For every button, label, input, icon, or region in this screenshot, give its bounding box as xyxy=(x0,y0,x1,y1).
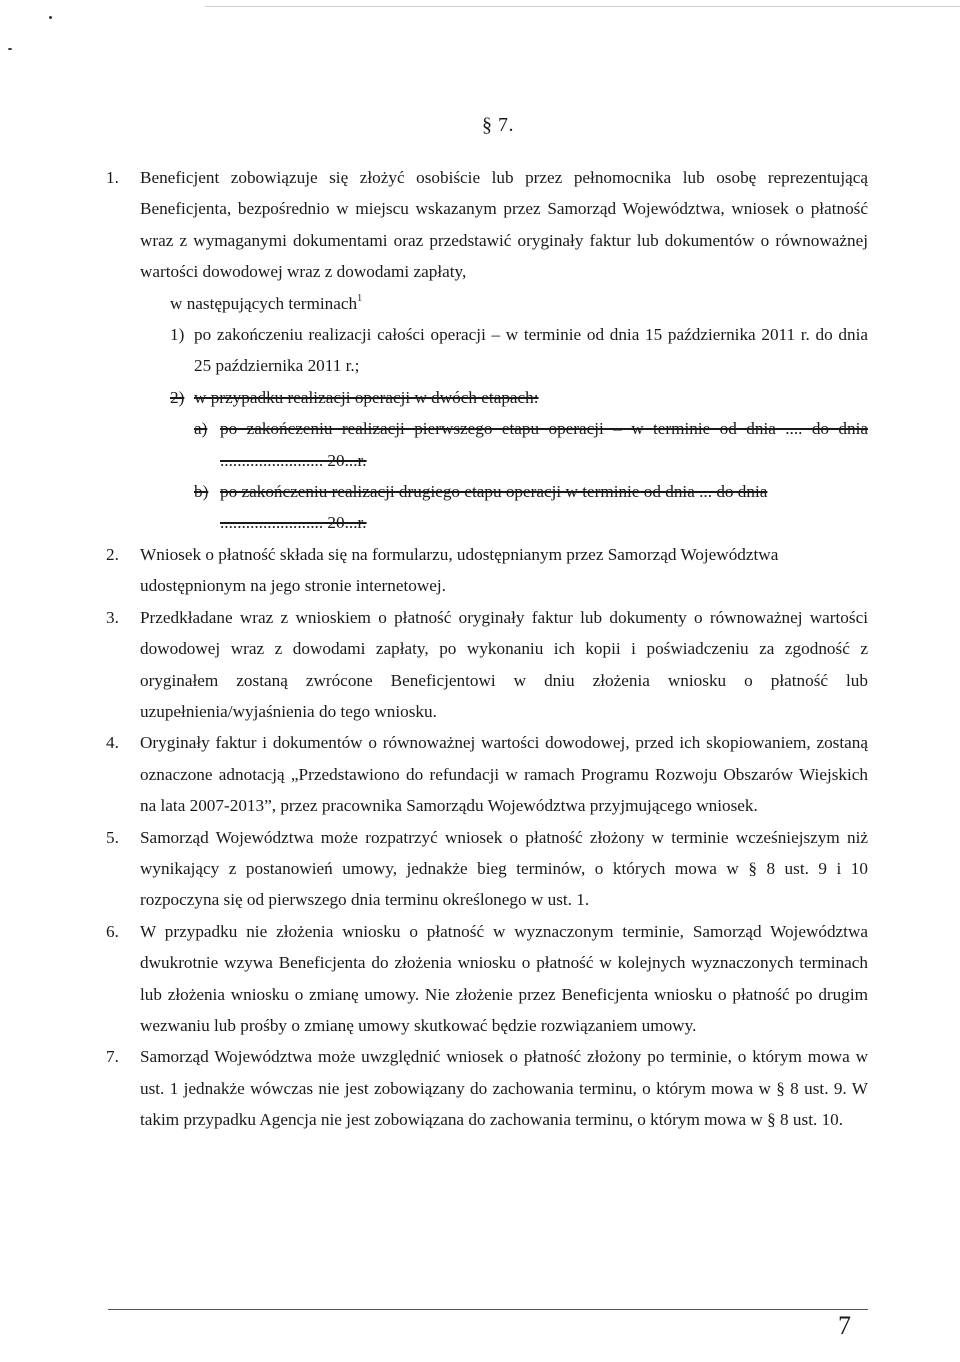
item-text: Wniosek o płatność składa się na formularzu, udostępnianym przez Samorząd Województwa udostępnionym na jego stronie internetowej. xyxy=(140,544,779,596)
sub-item-text: po zakończeniu realizacji pierwszego etapu operacji – w terminie od dnia .... do dnia ........................ 20...r. xyxy=(220,419,868,470)
sub-item-letter: a) xyxy=(194,419,208,439)
sub-item-number: 2) xyxy=(170,387,185,407)
item-text: Samorząd Województwa może rozpatrzyć wniosek o płatność złożony w terminie wcześniejszym niż wynikający z postanowień umowy, jednakże bieg terminów, o których mowa w § 8 ust. 9 i 10 rozpoczyna się od pierwszego dnia terminu określonego w ust. 1. xyxy=(140,827,868,910)
section-heading: § 7. xyxy=(482,114,514,136)
item-number: 2. xyxy=(106,544,119,564)
footnote-mark: 1 xyxy=(357,292,363,304)
sub-item-text: po zakończeniu realizacji całości operacji – w terminie od dnia 15 października 2011 r. do dnia 25 października 2011 r.; xyxy=(194,325,868,376)
sub-item-2b-continuation: ........................ 20...r. xyxy=(220,513,367,533)
sub-item-1 xyxy=(140,319,868,382)
item-number: 3. xyxy=(106,607,119,627)
list-item-3 xyxy=(106,602,868,728)
sub-item-number: 1) xyxy=(170,325,185,345)
list-item-2 xyxy=(106,539,868,602)
item-text: W przypadku nie złożenia wniosku o płatność w wyznaczonym terminie, Samorząd Województwa dwukrotnie wzywa Beneficjenta do złożenia wniosku o płatność w kolejnych wyznaczonych terminach lub złożenia wniosku o zmianę umowy. Nie złożenie przez Beneficjenta wniosku o płatność po drugim wezwaniu lub prośby o zmianę umowy skutkować będzie rozwiązaniem umowy. xyxy=(140,921,868,1035)
item-number: 5. xyxy=(106,827,119,847)
sub-item-2-struck xyxy=(140,382,868,413)
scan-speck xyxy=(8,48,12,50)
sub-item-text: po zakończeniu realizacji drugiego etapu operacji w terminie od dnia ... do dnia xyxy=(220,482,768,502)
terms-intro: w następujących terminach$^1$ xyxy=(170,292,363,313)
item-text: Oryginały faktur i dokumentów o równoważnej wartości dowodowej, przed ich skopiowaniem, zostaną oznaczone adnotacją „Przedstawiono do refundacji w ramach Programu Rozwoju Obszarów Wiejskich na lata 2007-2013”, przez pracownika Samorządu Województwa przyjmującego wniosek. xyxy=(140,733,868,816)
scan-speck xyxy=(49,16,52,19)
item-number: 1. xyxy=(106,168,119,187)
list-item-7 xyxy=(106,1041,868,1135)
item-text: Przedkładane wraz z wnioskiem o płatność oryginały faktur lub dokumenty o równoważnej wartości dowodowej wraz z dowodami zapłaty, po wykonaniu ich kopii i poświadczeniu za zgodność z oryginałem zostaną zwrócone Beneficjentowi w dniu złożenia wniosku o płatność lub uzupełnienia/wyjaśnienia do tego wniosku. xyxy=(140,607,868,721)
item-text: Beneficjent zobowiązuje się złożyć osobiście lub przez pełnomocnika lub osobę reprezentującą Beneficjenta, bezpośrednio w miejscu wskazanym przez Samorząd Województwa, wniosek o płatność wraz z wymaganymi dokumentami oraz przedstawić oryginały faktur lub dokumentów o równoważnej wartości dowodowej wraz z dowodami zapłaty, xyxy=(140,168,868,282)
item-number: 7. xyxy=(106,1047,119,1067)
item-text: Samorząd Województwa może uwzględnić wniosek o płatność złożony po terminie, o którym mowa w ust. 1 jednakże wówczas nie jest zobowiązany do zachowania terminu, o którym mowa w § 8 ust. 9. W takim przypadku Agencja nie jest zobowiązana do zachowania terminu, o którym mowa w § 8 ust. 10. xyxy=(140,1047,868,1130)
sub-item-letter: b) xyxy=(194,482,209,502)
top-edge-line xyxy=(205,6,960,7)
footer-rule xyxy=(108,1309,868,1310)
sub-item-text: w przypadku realizacji operacji w dwóch etapach: xyxy=(194,387,539,407)
document-body xyxy=(106,162,868,1136)
page-number: 7 xyxy=(838,1311,851,1340)
sub-item-2a-struck xyxy=(140,413,868,476)
item-number: 4. xyxy=(106,733,119,753)
item-number: 6. xyxy=(106,921,119,941)
sub-item-2b-struck xyxy=(140,476,868,507)
list-item-5 xyxy=(106,822,868,916)
list-item-1 xyxy=(106,162,868,539)
list-item-6 xyxy=(106,916,868,1042)
list-item-4 xyxy=(106,727,868,821)
